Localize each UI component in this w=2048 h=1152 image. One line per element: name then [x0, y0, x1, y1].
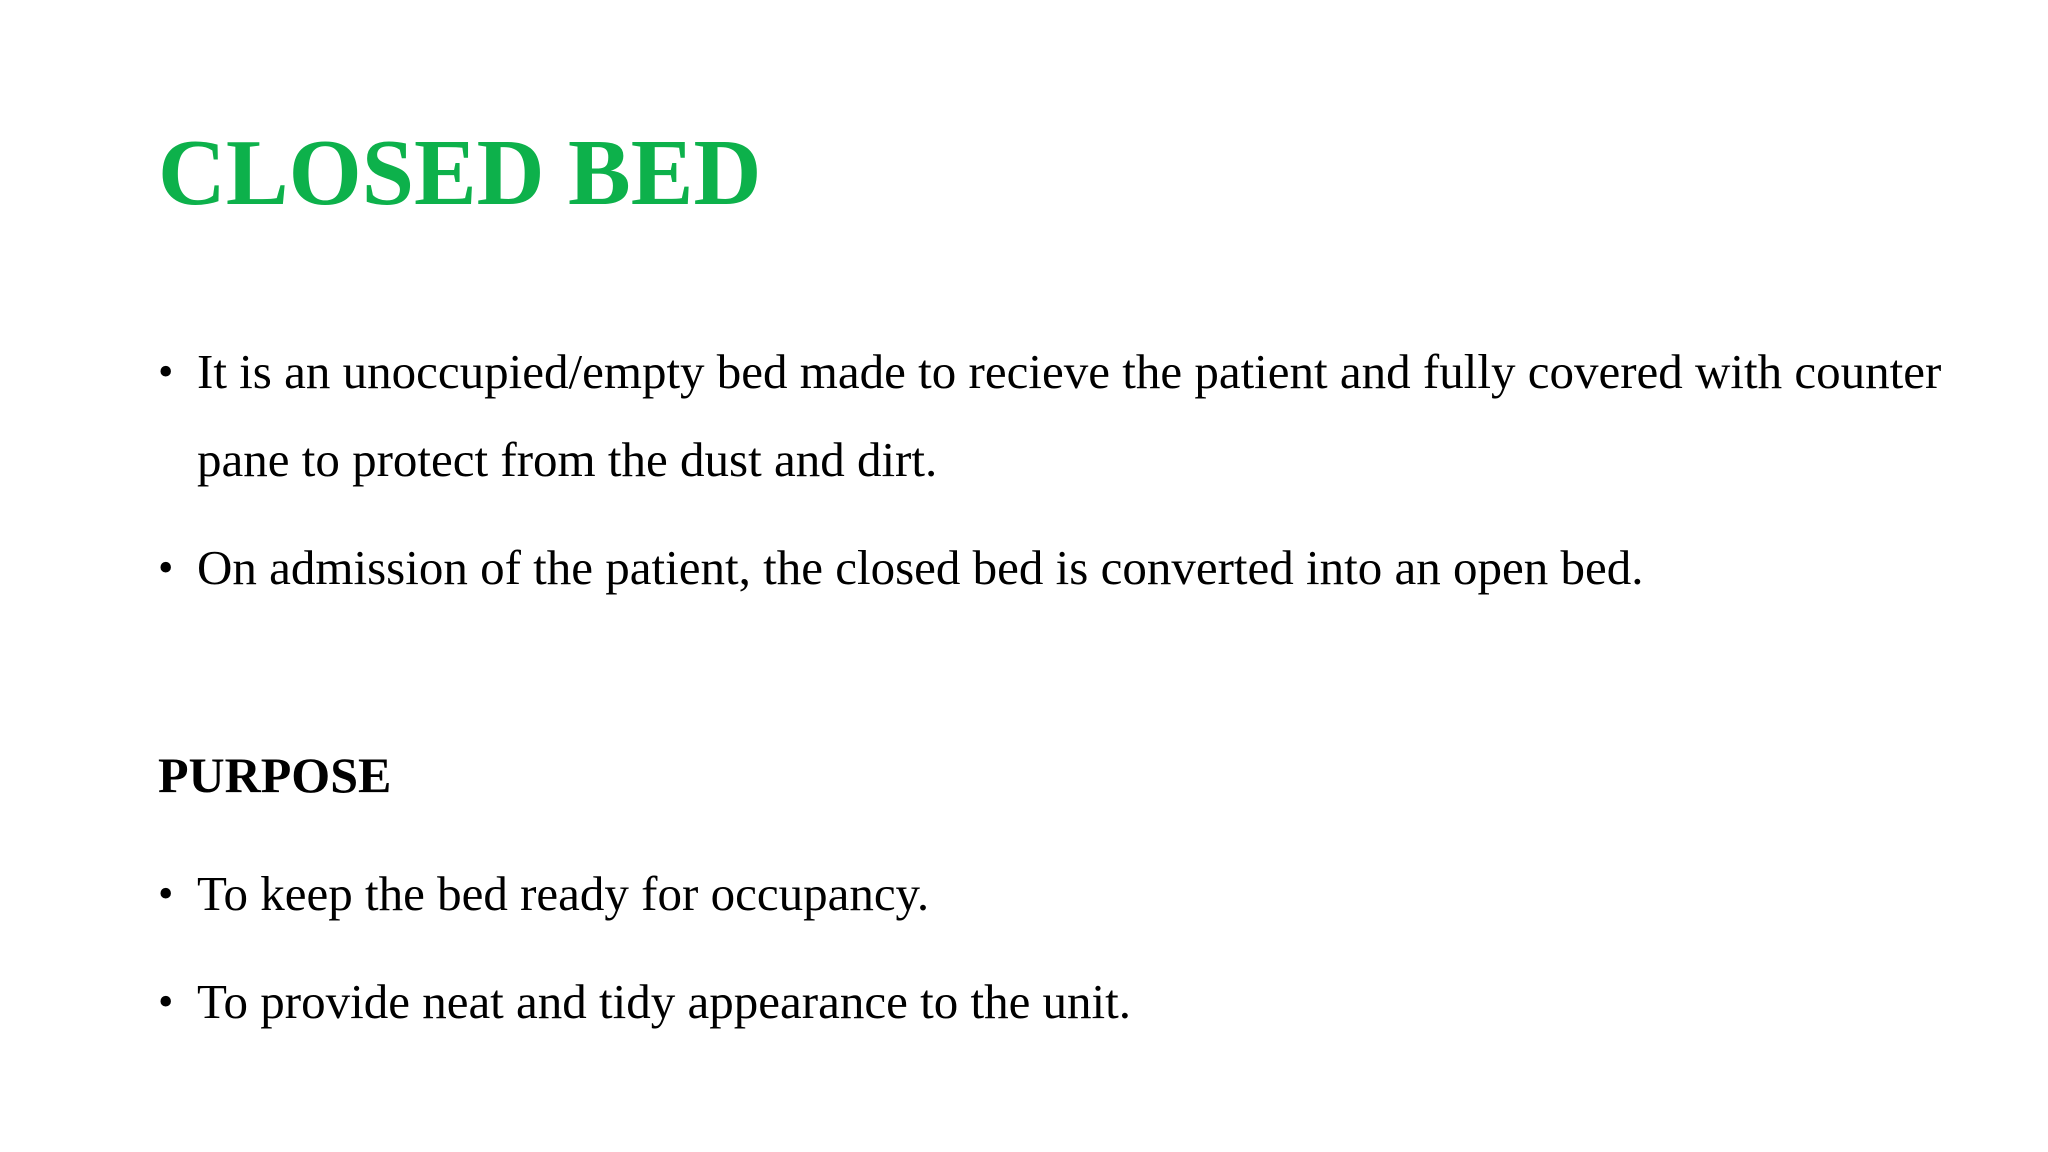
bullet-icon: •: [158, 977, 174, 1026]
bullet-icon: •: [158, 543, 174, 592]
bullet-text: To keep the bed ready for occupancy.: [197, 866, 930, 921]
bullet-text: On admission of the patient, the closed bed is converted into an open bed.: [197, 540, 1644, 595]
bullet-item-ready: [158, 850, 1978, 938]
bullet-icon: •: [158, 347, 174, 396]
bullet-text: It is an unoccupied/empty bed made to recieve the patient and fully covered with counter pane to protect from the dust and dirt.: [197, 344, 1942, 487]
bullet-item-definition: [158, 328, 1978, 504]
bullet-icon: •: [158, 869, 174, 918]
slide-title: CLOSED BED: [158, 121, 762, 225]
intro-bullet-list: [158, 328, 1978, 632]
purpose-heading: PURPOSE: [158, 747, 392, 803]
bullet-item-appearance: [158, 958, 1978, 1046]
bullet-text: To provide neat and tidy appearance to the unit.: [197, 974, 1132, 1029]
purpose-bullet-list: [158, 850, 1978, 1066]
bullet-item-admission: [158, 524, 1978, 612]
